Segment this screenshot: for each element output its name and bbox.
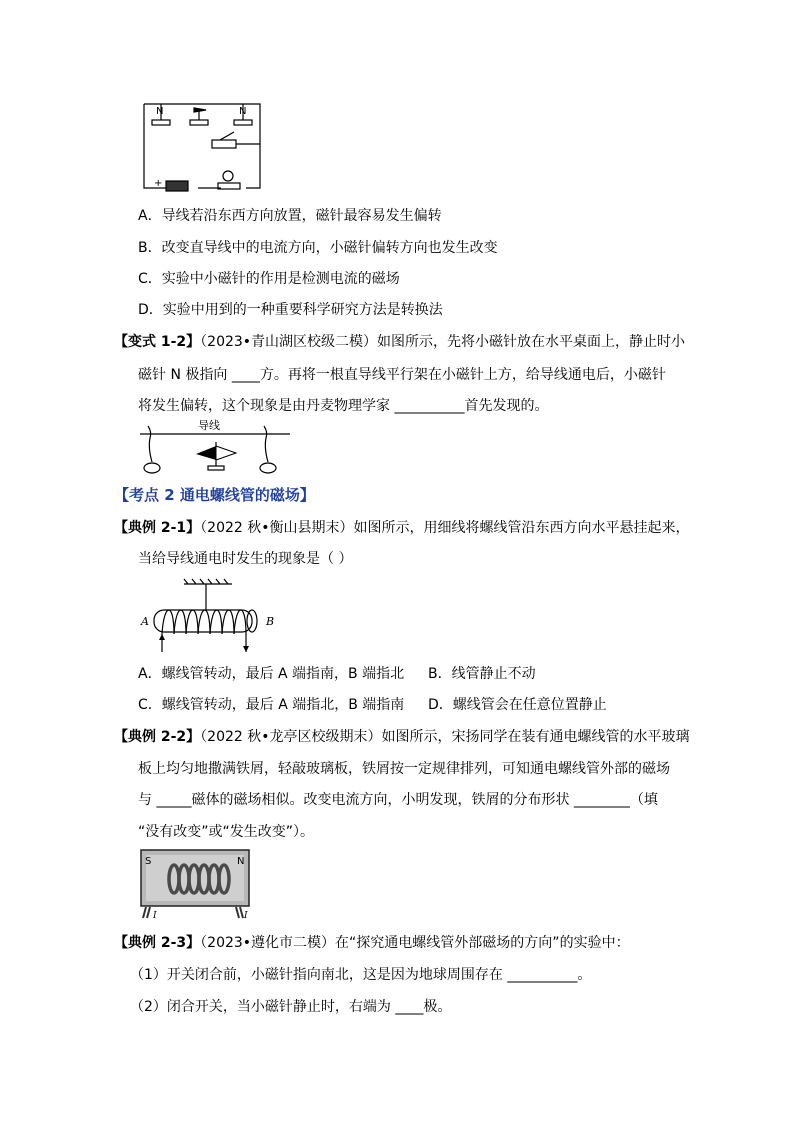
example-2-1-option-b: B．线管静止不动 — [428, 666, 536, 682]
example-2-1-text1: （2022 秋•衡山县期末）如图所示，用细线将螺线管沿东西方向水平悬挂起来， — [200, 520, 690, 536]
example-2-2-line4: “没有改变”或“发生改变”）。 — [138, 824, 315, 840]
example-2-1-option-c: C．螺线管转动，最后 A 端指北，B 端指南 — [138, 697, 405, 713]
example-2-1-option-a: A．螺线管转动，最后 A 端指南，B 端指北 — [138, 666, 405, 682]
option-c: C．实验中小磁针的作用是检测电流的磁场 — [138, 271, 400, 287]
current-label-left: I — [153, 911, 157, 919]
example-2-3-text1: （2023•遵化市二模）在“探究通电螺线管外部磁场的方向”的实验中： — [200, 935, 630, 951]
option-d: D．实验中用到的一种重要科学研究方法是转换法 — [138, 302, 443, 318]
circuit-figure — [136, 96, 268, 194]
wire-compass-figure — [140, 418, 292, 480]
end-a-label: A — [141, 615, 149, 628]
pole-s-label: S — [145, 856, 152, 867]
example-2-2-line2: 板上均匀地撒满铁屑，轻敲玻璃板，铁屑按一定规律排列，可知通电螺线管外部的磁场 — [138, 761, 670, 777]
end-b-label: B — [266, 615, 275, 628]
option-a: A．导线若沿东西方向放置，磁针最容易发生偏转 — [138, 208, 442, 224]
example-2-1-line2: 当给导线通电时发生的现象是（ ） — [138, 551, 353, 567]
example-2-1-tag: 【典例 2-1】 — [114, 520, 201, 536]
variant-1-2-tag: 【变式 1-2】 — [114, 334, 201, 350]
example-2-3-q1: （1）开关闭合前，小磁针指向南北，这是因为地球周围存在 __________。 — [130, 967, 592, 983]
variant-1-2-line3: 将发生偏转，这个现象是由丹麦物理学家 __________首先发现的。 — [138, 398, 549, 414]
variant-1-2-line1 — [114, 332, 685, 352]
example-2-3-tag: 【典例 2-3】 — [114, 935, 201, 951]
plus-label: + — [154, 178, 163, 189]
example-2-1-option-d: D．螺线管会在任意位置静止 — [428, 697, 607, 713]
solenoid-hanging-figure — [140, 574, 290, 658]
example-2-3-q2: （2）闭合开关，当小磁针静止时，右端为 ____极。 — [130, 999, 452, 1015]
variant-1-2-line2: 磁针 N 极指向 ____方。再将一根直导线平行架在小磁针上方，给导线通电后，小磁针 — [138, 367, 666, 383]
example-2-1-line1 — [114, 518, 690, 538]
north-label-left: N — [156, 106, 164, 117]
option-b: B．改变直导线中的电流方向，小磁针偏转方向也发生改变 — [138, 240, 498, 256]
wire-label: 导线 — [198, 419, 220, 432]
north-label-right: N — [239, 106, 247, 117]
iron-filings-photo — [140, 849, 252, 919]
example-2-2-text1: （2022 秋•龙亭区校级期末）如图所示，宋扬同学在装有通电螺线管的水平玻璃 — [200, 729, 690, 745]
pole-n-label: N — [237, 856, 245, 867]
variant-1-2-text1: （2023•青山湖区校级二模）如图所示，先将小磁针放在水平桌面上，静止时小 — [200, 334, 686, 350]
example-2-2-tag: 【典例 2-2】 — [114, 729, 201, 745]
example-2-2-line3: 与 _____磁体的磁场相似。改变电流方向，小明发现，铁屑的分布形状 ________（填 — [138, 792, 658, 808]
example-2-3-line1 — [114, 933, 630, 953]
example-2-2-line1 — [114, 727, 690, 747]
section-title: 【考点 2 通电螺线管的磁场】 — [114, 486, 315, 504]
current-label-right: I — [244, 911, 248, 919]
